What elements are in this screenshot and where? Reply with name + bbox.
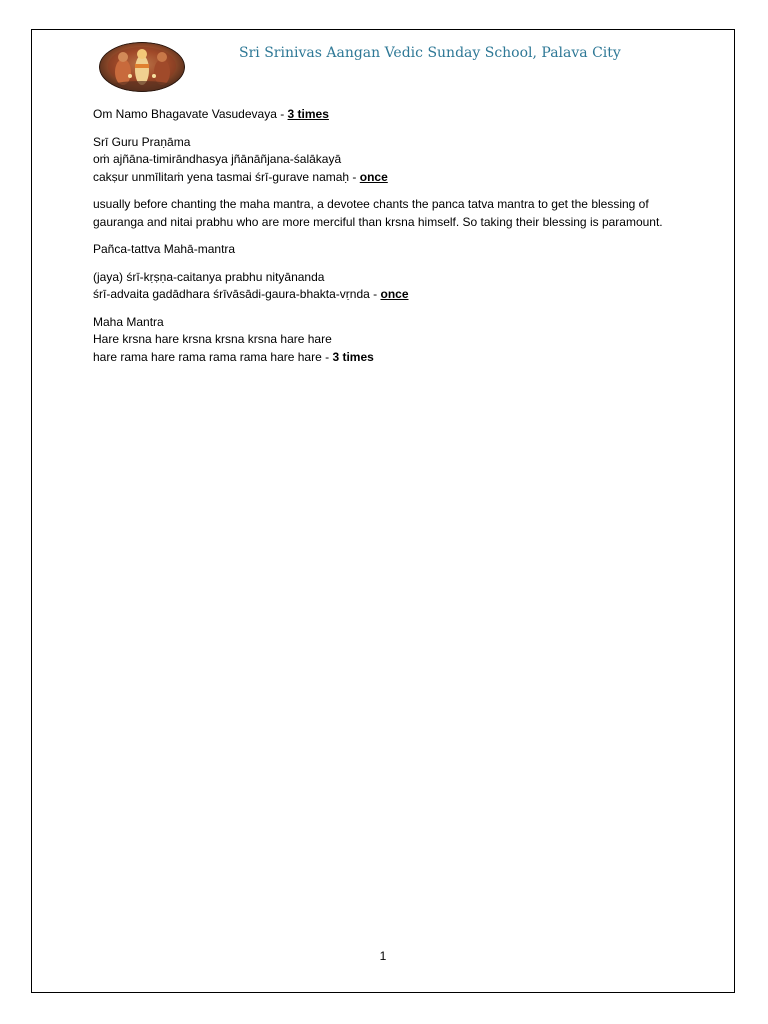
maha-mantra-line-1: Hare krsna hare krsna krsna krsna hare hare — [93, 332, 332, 346]
paragraph-om-namo — [93, 106, 673, 124]
om-namo-repetition: 3 times — [287, 107, 329, 121]
guru-pranama-verse-line-1: oṁ ajñāna-timirāndhasya jñānāñjana-śalākayā — [93, 152, 342, 166]
maha-mantra-repetition: 3 times — [332, 349, 374, 364]
paragraph-maha-mantra — [93, 314, 673, 367]
guru-pranama-verse-line-2 — [93, 169, 673, 187]
guru-pranama-heading: Srī Guru Praṇāma — [93, 134, 191, 149]
document-page — [31, 29, 735, 993]
panca-tattva-line-2-text: śrī-advaita gadādhara śrīvāsādi-gaura-bhakta-vṛnda - — [93, 287, 381, 301]
om-namo-text: Om Namo Bhagavate Vasudevaya - — [93, 107, 288, 121]
panca-tattva-line-1: (jaya) śrī-kṛṣṇa-caitanya prabhu nityānanda — [93, 269, 325, 284]
paragraph-panca-tattva-mantra — [93, 269, 673, 304]
paragraph-guru-pranama — [93, 134, 673, 187]
maha-mantra-line-2-text: hare rama hare rama rama rama hare hare - — [93, 349, 333, 364]
maha-mantra-line-2 — [93, 349, 673, 367]
panca-tattva-heading: Pañca-tattva Mahā-mantra — [93, 242, 236, 256]
logo-image — [99, 42, 185, 92]
page-number: 1 — [379, 949, 387, 963]
paragraph-explanation: usually before chanting the maha mantra, a devotee chants the panca tatva mantra to get the blessing of gauranga and nitai prabhu who are more merciful than krsna himself. So taking their blessing is paramount. — [93, 197, 663, 229]
guru-pranama-repetition: once — [359, 169, 388, 184]
maha-mantra-heading: Maha Mantra — [93, 314, 164, 329]
school-header-title: Sri Srinivas Aangan Vedic Sunday School, Palava City — [239, 45, 621, 61]
panca-tattva-repetition: once — [380, 287, 409, 301]
document-body — [93, 106, 673, 376]
panca-tattva-line-2 — [93, 286, 673, 304]
deity-painting-logo-icon — [99, 42, 185, 92]
guru-pranama-verse-line-2-text: cakṣur unmīlitaṁ yena tasmai śrī-gurave namaḥ - — [93, 169, 360, 184]
